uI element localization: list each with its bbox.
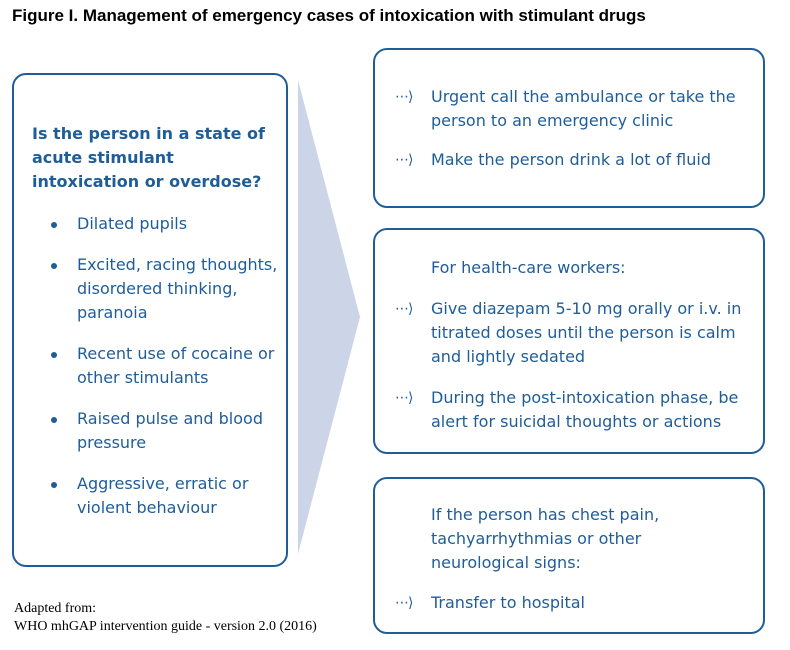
action-item [395, 591, 755, 615]
health-worker-box [373, 228, 765, 454]
list-item [32, 407, 282, 455]
flow-arrow-shape [298, 80, 360, 554]
bullet-icon [51, 352, 57, 358]
action-text: Give diazepam 5-10 mg orally or i.v. in titrated doses until the person is calm and lightly sedated [431, 299, 742, 366]
dotted-arrow-icon: ⋯⟩ [395, 89, 413, 105]
action-item [395, 297, 755, 369]
action-text: Make the person drink a lot of fluid [431, 150, 711, 169]
flow-arrow-icon [298, 80, 362, 554]
action-item [395, 85, 755, 133]
dotted-arrow-icon: ⋯⟩ [395, 301, 413, 317]
source-line-2: WHO mhGAP intervention guide - version 2.0 (2016) [14, 619, 317, 634]
sign-text: Excited, racing thoughts, disordered thinking, paranoia [77, 255, 278, 322]
source-note [14, 600, 317, 636]
bullet-icon [51, 417, 57, 423]
figure-title: Figure I. Management of emergency cases of intoxication with stimulant drugs [12, 6, 646, 25]
hospital-condition-heading: If the person has chest pain, tachyarrhythmias or other neurological signs: [431, 505, 660, 572]
action-text: Transfer to hospital [431, 593, 585, 612]
hospital-transfer-box [373, 477, 765, 634]
bullet-icon [51, 263, 57, 269]
action-text: During the post-intoxication phase, be alert for suicidal thoughts or actions [431, 388, 739, 431]
source-line-1: Adapted from: [14, 601, 97, 616]
action-item [395, 148, 755, 172]
assessment-question: Is the person in a state of acute stimulant intoxication or overdose? [32, 124, 265, 191]
action-item [395, 386, 755, 434]
bullet-icon [51, 222, 57, 228]
list-item [32, 253, 282, 325]
urgent-actions-box [373, 48, 765, 208]
signs-list [32, 212, 282, 537]
bullet-icon [51, 482, 57, 488]
dotted-arrow-icon: ⋯⟩ [395, 152, 413, 168]
list-item [32, 472, 282, 520]
sign-text: Recent use of cocaine or other stimulants [77, 344, 275, 387]
action-text: Urgent call the ambulance or take the person to an emergency clinic [431, 87, 736, 130]
assessment-box [12, 73, 288, 567]
list-item [32, 212, 282, 236]
sign-text: Dilated pupils [77, 214, 188, 233]
dotted-arrow-icon: ⋯⟩ [395, 595, 413, 611]
sign-text: Raised pulse and blood pressure [77, 409, 263, 452]
health-worker-heading: For health-care workers: [431, 258, 626, 277]
sign-text: Aggressive, erratic or violent behaviour [77, 474, 249, 517]
list-item [32, 342, 282, 390]
dotted-arrow-icon: ⋯⟩ [395, 390, 413, 406]
